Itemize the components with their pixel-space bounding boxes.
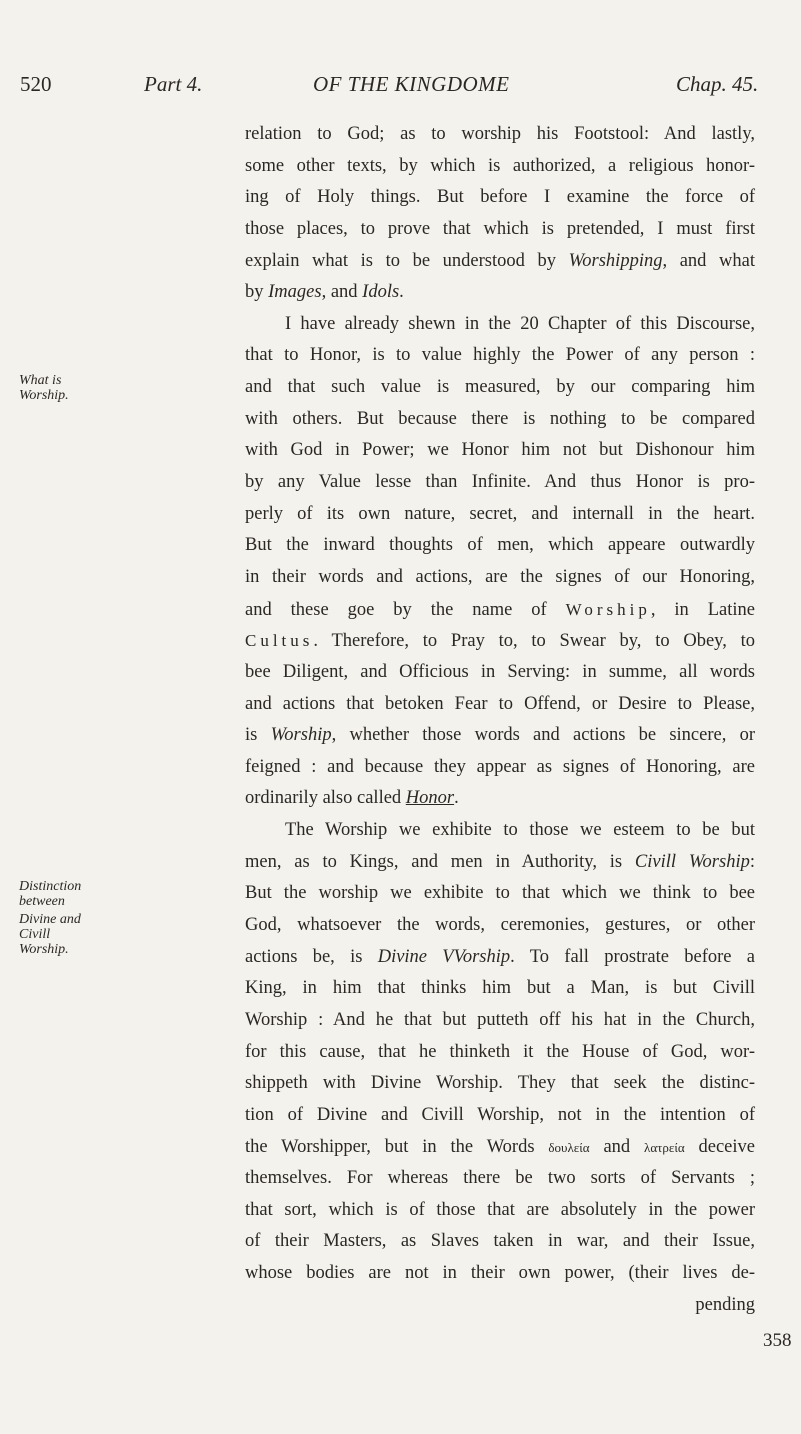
text-line: explain what is to be understood by Worshipping, and what [245,250,755,271]
text-line: and these goe by the name of Worship, in Latine [245,599,755,620]
text-line: But the worship we exhibite to that which we think to bee [245,883,755,904]
text-line: in their words and actions, are the signes of our Honoring, [245,566,755,587]
text-line: tion of Divine and Civill Worship, not in the intention of [245,1104,755,1125]
text-line: by Images, and Idols. [245,282,404,303]
text-line: pending [695,1294,755,1315]
margin-note-line: Worship. [19,388,69,403]
text-line: men, as to Kings, and men in Authority, is Civill Worship: [245,851,755,872]
text-line: God, whatsoever the words, ceremonies, gestures, or other [245,915,755,936]
text-line: But the inward thoughts of men, which appeare outwardly [245,535,755,556]
text-line: the Worshipper, but in the Words δουλεία and λατρεία deceive [245,1136,755,1157]
text-line: actions be, is Divine VVorship. To fall prostrate before a [245,946,755,967]
text-line: is Worship, whether those words and actions be sincere, or [245,725,755,746]
body-text [245,119,755,1321]
text-line: with others. But because there is nothing to be compared [245,408,755,429]
text-line: Worship : And he that but putteth off his hat in the Church, [245,1009,755,1030]
text-line: and that such value is measured, by our comparing him [245,377,755,398]
running-header [0,72,801,102]
margin-note-distinction [19,879,81,957]
text-line: Cultus. Therefore, to Pray to, to Swear by, to Obey, to [245,631,755,652]
text-line: some other texts, by which is authorized, a religious honor- [245,155,755,176]
margin-note-what-is-worship [19,373,69,403]
text-line: with God in Power; we Honor him not but Dishonour him [245,440,755,461]
text-line: I have already shewn in the 20 Chapter of this Discourse, [285,313,755,334]
page-number: 520 [20,72,52,96]
text-line: ing of Holy things. But before I examine the force of [245,187,755,208]
margin-note-line: What is [19,373,62,388]
text-line: bee Diligent, and Officious in Serving: in summe, all words [245,661,755,682]
margin-note-line: between [19,894,65,909]
outer-page-number: 358 [763,1330,792,1351]
text-line: shippeth with Divine Worship. They that seek the distinc- [245,1073,755,1094]
text-line: and actions that betoken Fear to Offend, or Desire to Please, [245,693,755,714]
text-line: relation to God; as to worship his Footstool: And lastly, [245,124,755,144]
running-title: OF THE KINGDOME [313,72,510,96]
text-line: King, in him that thinks him but a Man, is but Civill [245,978,755,999]
text-line: that sort, which is of those that are absolutely in the power [245,1199,755,1220]
text-line: those places, to prove that which is pretended, I must first [245,218,755,239]
text-line: whose bodies are not in their own power, (their lives de- [245,1263,755,1284]
text-line: by any Value lesse than Infinite. And thus Honor is pro- [245,472,755,493]
text-line: of their Masters, as Slaves taken in war, and their Issue, [245,1231,755,1252]
text-line: perly of its own nature, secret, and internall in the heart. [245,503,755,524]
text-line: themselves. For whereas there be two sorts of Servants ; [245,1168,755,1189]
chapter-label: Chap. 45. [676,72,759,96]
margin-note-line: Distinction [19,879,82,894]
text-line: ordinarily also called Honor. [245,788,459,809]
part-label: Part 4. [144,72,203,96]
text-line: for this cause, that he thinketh it the House of God, wor- [245,1041,755,1062]
text-line: that to Honor, is to value highly the Power of any person : [245,345,755,366]
margin-note-line: Civill [19,927,51,942]
margin-note-line: Divine and [19,912,81,927]
margin-note-line: Worship. [19,942,69,957]
text-line: The Worship we exhibite to those we esteem to be but [285,820,755,841]
text-line: feigned : and because they appear as signes of Honoring, are [245,756,755,777]
